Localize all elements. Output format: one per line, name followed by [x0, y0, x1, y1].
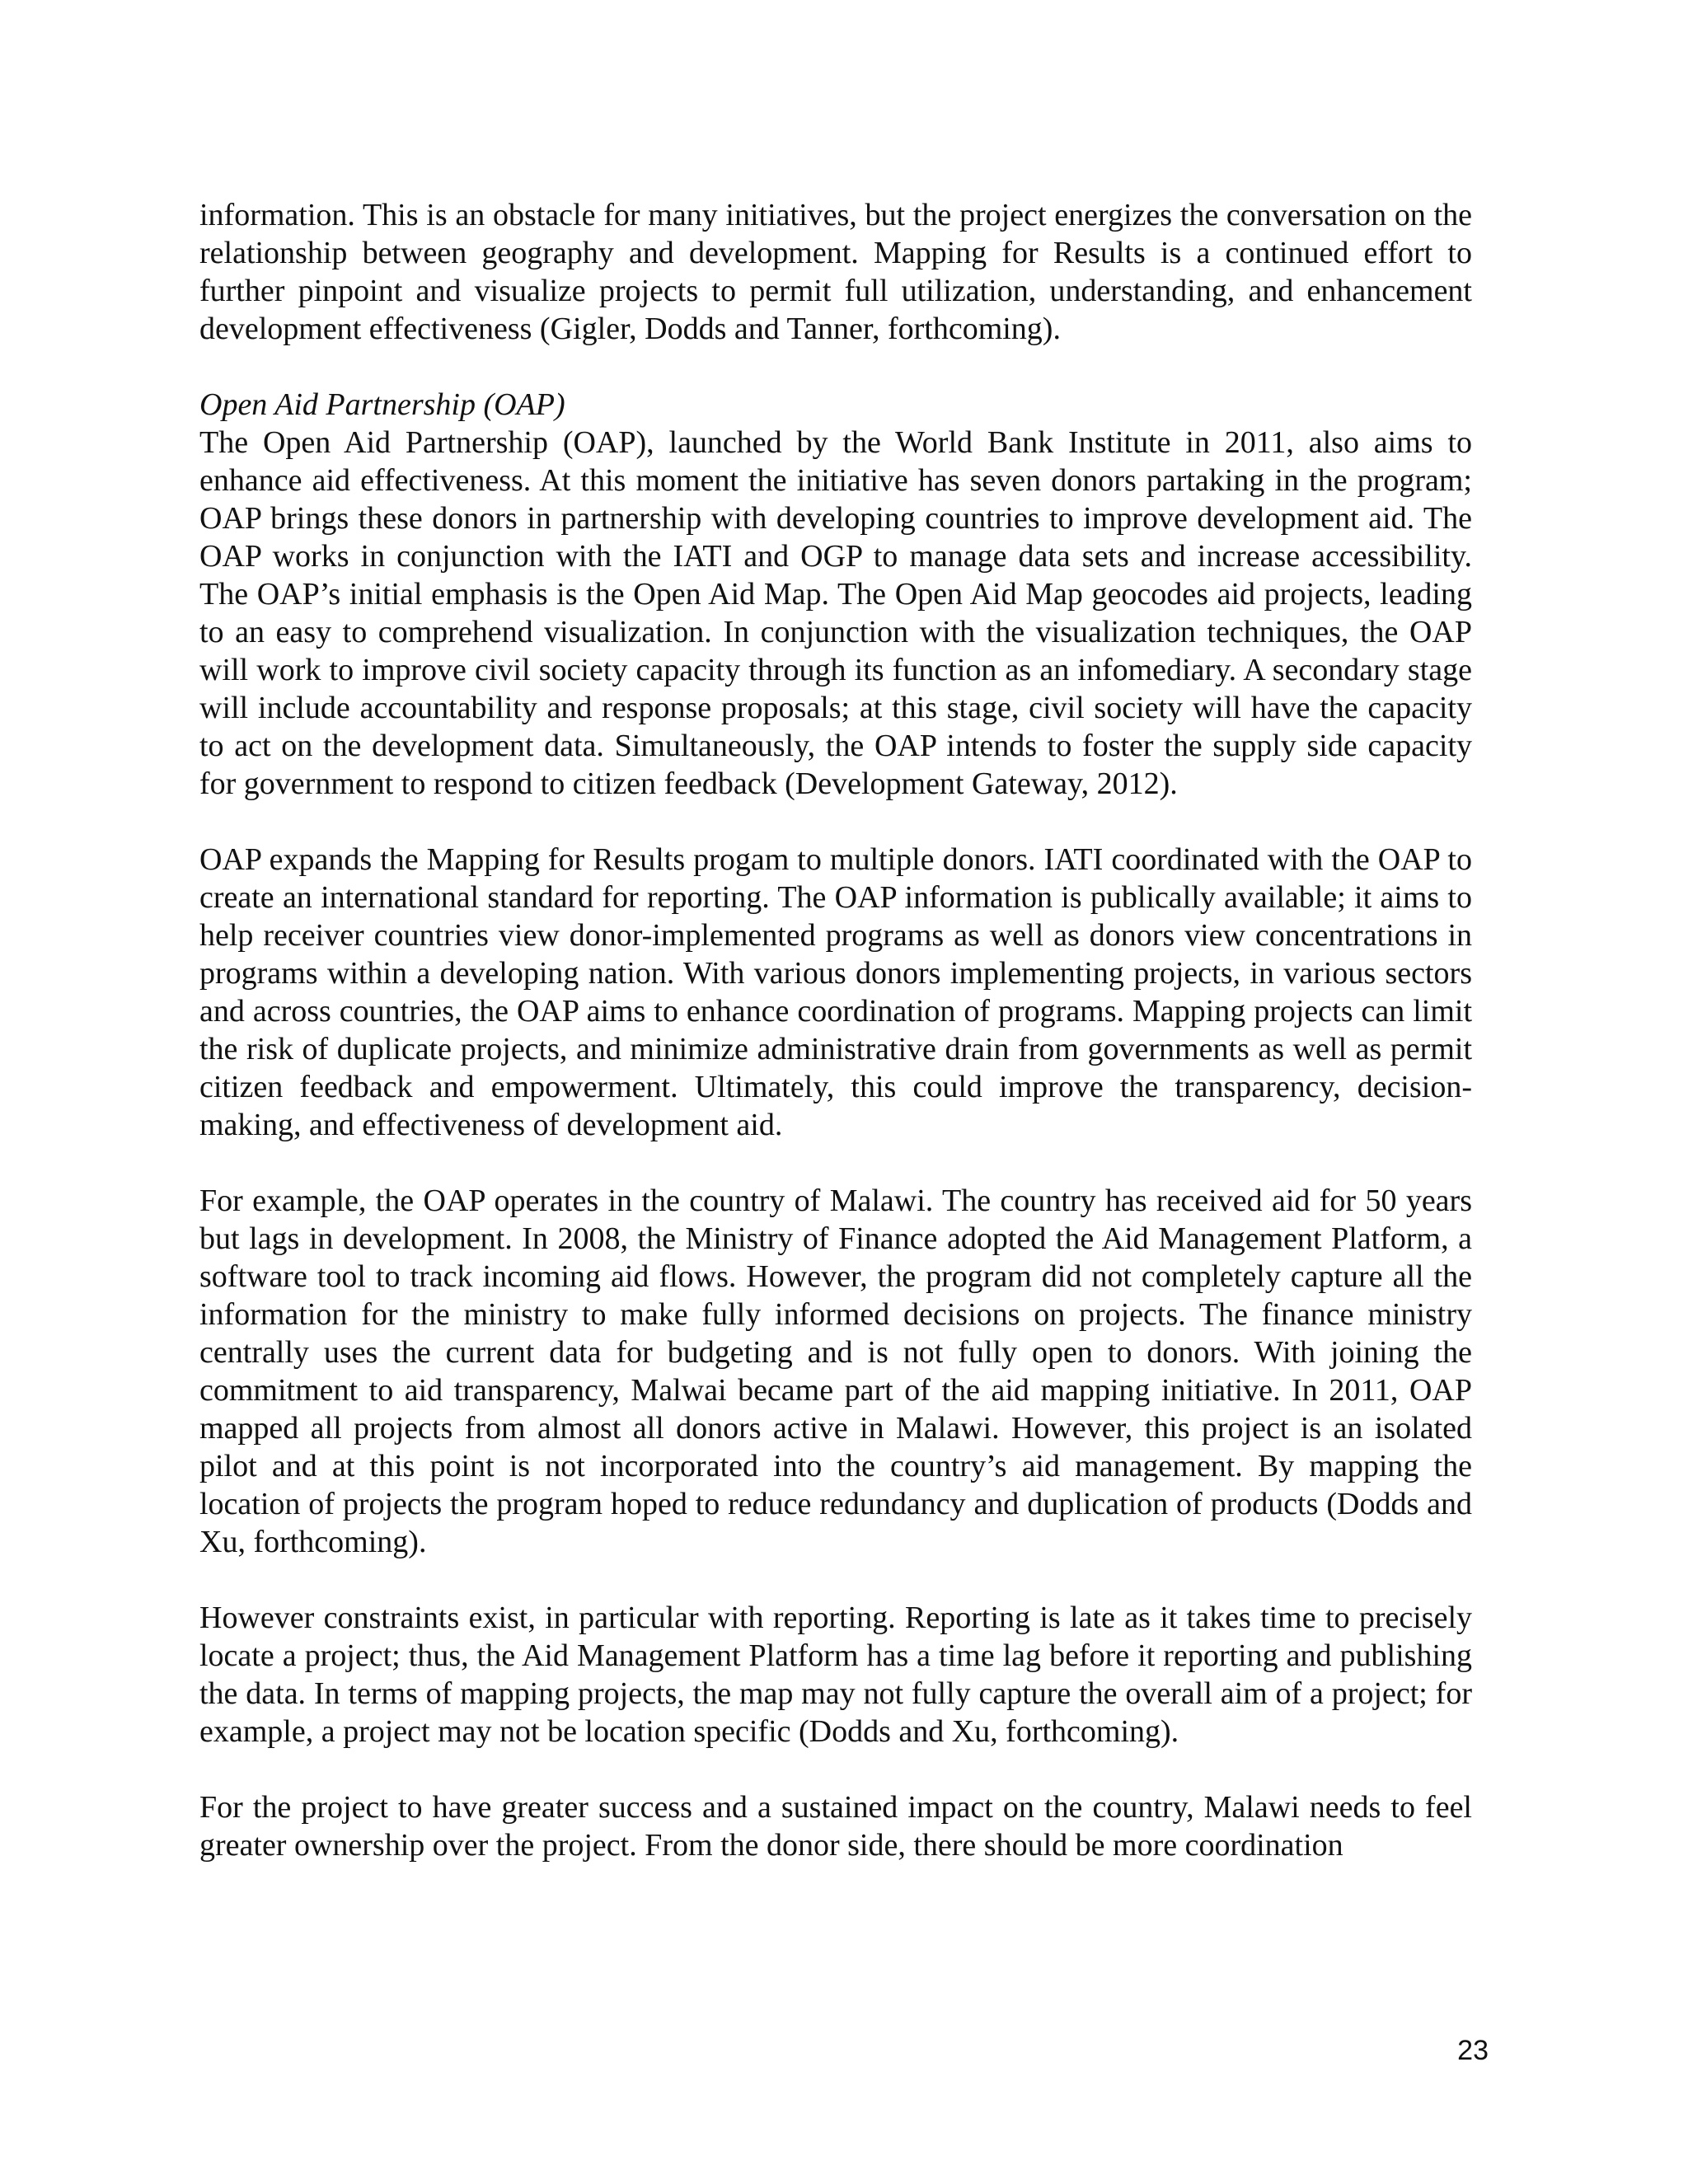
- page-number: 23: [1457, 2035, 1489, 2066]
- paragraph-mapping-for-results: information. This is an obstacle for many initiatives, but the project energizes the conversation on the relationship between geography and development. Mapping for Results is a continued effort to further pinpoint and visualize projects to permit full utilization, understanding, and enhancement development effectiveness (Gigler, Dodds and Tanner, forthcoming).: [199, 198, 1472, 346]
- paragraph-constraints: However constraints exist, in particular with reporting. Reporting is late as it takes time to precisely locate a project; thus, the Aid Management Platform has a time lag before it reporting and publishing the data. In terms of mapping projects, the map may not fully capture the overall aim of a project; for example, a project may not be location specific (Dodds and Xu, forthcoming).: [199, 1601, 1472, 1749]
- paragraph-oap-expands: OAP expands the Mapping for Results progam to multiple donors. IATI coordinated with the OAP to create an international standard for reporting. The OAP information is publically available; it aims to help receiver countries view donor-implemented programs as well as donors view concentrations in programs within a developing nation. With various donors implementing projects, in various sectors and across countries, the OAP aims to enhance coordination of programs. Mapping projects can limit the risk of duplicate projects, and minimize administrative drain from governments as well as permit citizen feedback and empowerment. Ultimately, this could improve the transparency, decision-making, and effectiveness of development aid.: [199, 842, 1472, 1142]
- paragraph-oap-introduction: The Open Aid Partnership (OAP), launched by the World Bank Institute in 2011, also aims to enhance aid effectiveness. At this moment the initiative has seven donors partaking in the program; OAP brings these donors in partnership with developing countries to improve development aid. The OAP works in conjunction with the IATI and OGP to manage data sets and increase accessibility. The OAP’s initial emphasis is the Open Aid Map. The Open Aid Map geocodes aid projects, leading to an easy to comprehend visualization. In conjunction with the visualization techniques, the OAP will work to improve civil society capacity through its function as an infomediary. A secondary stage will include accountability and response proposals; at this stage, civil society will have the capacity to act on the development data. Simultaneously, the OAP intends to foster the supply side capacity for government to respond to citizen feedback (Development Gateway, 2012).: [199, 425, 1472, 801]
- paragraph-malawi-example: For example, the OAP operates in the country of Malawi. The country has received aid for 50 years but lags in development. In 2008, the Ministry of Finance adopted the Aid Management Platform, a software tool to track incoming aid flows. However, the program did not completely capture all the information for the ministry to make fully informed decisions on projects. The finance ministry centrally uses the current data for budgeting and is not fully open to donors. With joining the commitment to aid transparency, Malwai became part of the aid mapping initiative. In 2011, OAP mapped all projects from almost all donors active in Malawi. However, this project is an isolated pilot and at this point is not incorporated into the country’s aid management. By mapping the location of projects the program hoped to reduce redundancy and duplication of products (Dodds and Xu, forthcoming).: [199, 1183, 1472, 1559]
- section-heading-open-aid-partnership: Open Aid Partnership (OAP): [199, 387, 565, 422]
- paragraph-ownership: For the project to have greater success and a sustained impact on the country, Malawi needs to feel greater ownership over the project. From the donor side, there should be more coordination: [199, 1790, 1472, 1863]
- page-body: [199, 196, 1472, 1864]
